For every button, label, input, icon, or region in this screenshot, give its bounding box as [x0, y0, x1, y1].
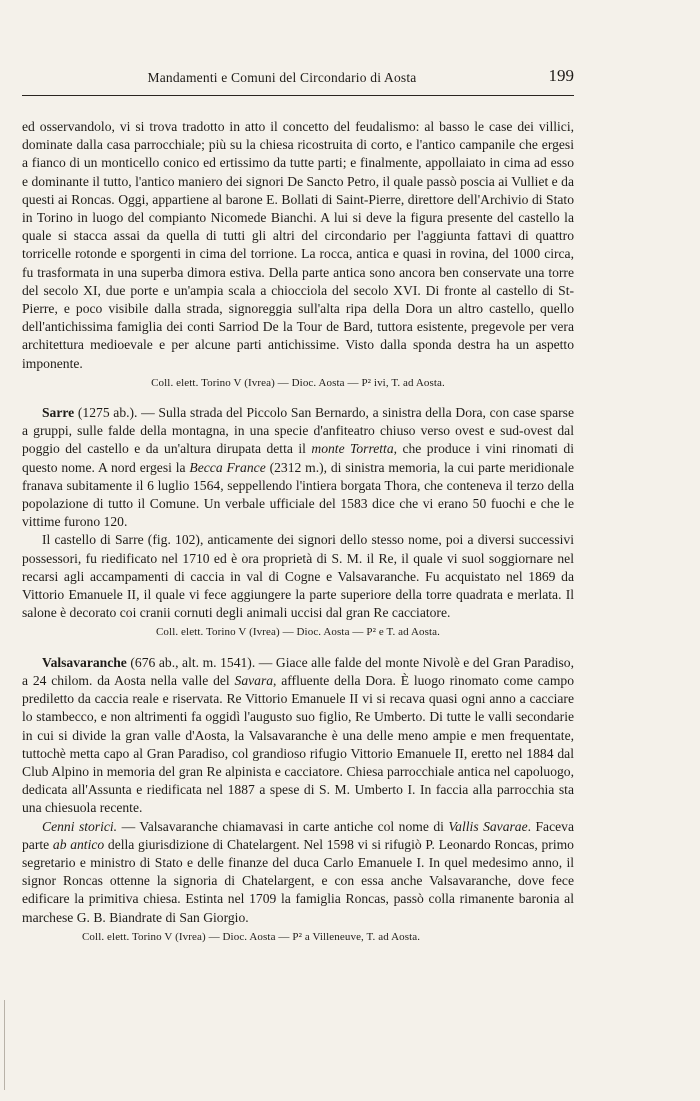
cenni-text-1: — Valsavaranche chiamavasi in carte antiche col nome di [117, 818, 449, 834]
paragraph-cenni-storici [22, 818, 574, 927]
cenni-storici-label: Cenni storici. [42, 818, 118, 834]
running-header [22, 66, 574, 94]
paragraph-sarre-castle: Il castello di Sarre (fig. 102), anticamente dei signori dello stesso nome, poi a diversi successivi possessori, fu riedificato nel 1710 ed è ora proprietà di S. M. il Re, il quale vi suol soggiornare nel recarsi agli accampamenti di caccia in val di Cogne e Valsavaranche. Fu acquistato nel 1869 da Vittorio Emanuele II, il quale vi fece aggiungere la parte superiore della torre quadrata e merlata. Il salone è decorato coi cranii cornuti degli animali uccisi dal gran Re cacciatore. [22, 532, 574, 621]
page-number: 199 [548, 66, 574, 85]
sarre-italic-monte-torretta: monte Torretta [311, 441, 394, 457]
header-rule [22, 95, 574, 96]
sarre-italic-becca-france: Becca France [189, 459, 266, 475]
collegio-note-saint-pierre: Coll. elett. Torino V (Ivrea) — Dioc. Aosta — P² ivi, T. ad Aosta. [151, 376, 445, 389]
sarre-text-2: , che produce i vini rinomati di questo nome. A nord ergesi la [22, 441, 574, 475]
valsa-text-1: (676 ab., alt. m. 1541). — Giace alle falde del monte Nivolè e del Gran Paradiso, a 24 chilom. da Aosta nella valle del [22, 654, 574, 688]
cenni-italic-ab-antico: ab antico [52, 836, 105, 852]
cenni-italic-vallis-savarae: Vallis Savarae [448, 818, 528, 834]
entry-heading-sarre: Sarre [42, 405, 75, 421]
paragraph-valsavaranche [22, 654, 574, 818]
collegio-note-valsavaranche: Coll. elett. Torino V (Ivrea) — Dioc. Aosta — P² a Villeneuve, T. ad Aosta. [82, 930, 421, 943]
valsa-italic-savara: Savara [234, 672, 274, 688]
sarre-text-1: (1275 ab.). — Sulla strada del Piccolo San Bernardo, a sinistra della Dora, con case sparse a gruppi, sulle falde della montagna, in una specie d'anfiteatro chiuso verso ovest e sud-ovest dal poggio del castello e da un'altura dirupata detta il [22, 405, 574, 457]
valsa-text-2: , affluente della Dora. È luogo rinomato come campo prediletto da caccia reale e riservata. Re Vittorio Emanuele II vi si recava quasi ogni anno a cacciare lo stambecco, e non altrimenti fa oggidì l'augusto suo figlio, Re Umberto. Di tutte le valli secondarie in cui si divide la gran valle d'Aosta, la Valsavaranche è una delle meno ampie e men frequentate, tuttochè metta capo al Gran Paradiso, col grandioso rifugio Vittorio Emanuele II, eretto nel 1884 dal Club Alpino in memoria del gran Re alpinista e cacciatore. Chiesa parrocchiale antica nel capoluogo, dedicata all'Assunta e riedificata nel 1887 a spese di S. M. Umberto I. In faccia alla parrocchia sta una chiesuola recente. [22, 672, 574, 816]
cenni-text-2: . Faceva parte [22, 818, 574, 852]
entry-heading-valsavaranche: Valsavaranche [42, 654, 127, 670]
paragraph-saint-pierre: ed osservandolo, vi si trova tradotto in atto il concetto del feudalismo: al basso le case dei villici, dominate dalla casa parrocchiale; più su la chiesa ricostruita di corto, e l'antico campanile che ergesi a fianco di un monticello conico ed ertissimo da tutte parti; e finalmente, appollaiato in cima ad esso e dominante il tutto, l'antico maniero dei signori De Sancto Petro, il quale passò poscia ai Vulliet e da questi ai Roncas. Oggi, appartiene al barone E. Bollati di Saint-Pierre, direttore dell'Archivio di Stato in Torino in luogo del compianto Nicomede Bianchi. A lui si deve la figura presente del castello la quale si stacca assai da quella di tutti gli altri del circondario per l'aggiunta fattavi di quattro torricelle rotonde e sporgenti in cima del torrione. La rocca, antica e quasi in rovina, del 1000 circa, fu trasformata in una superba dimora estiva. Della parte antica sono ancora ben conservate una torre del secolo XI, due porte e un'ampia scala a chiocciola del secolo XVI. Di fronte al castello di St-Pierre, e poco visibile dalla strada, signoreggia sull'alta ripa della Dora un altro castello, quello dell'antichissima famiglia dei conti Sarriod De la Tour de Bard, tuttora esistente, pregevole per vera architettura medioevale e per alcune parti antichissime. Visto dalla sponda destra ha un aspetto imponente. [22, 119, 574, 371]
page-body [22, 118, 574, 958]
cenni-text-3: della giurisdizione di Chatelargent. Nel 1598 vi si rifugiò P. Leonardo Roncas, primo segretario e ministro di Stato e delle finanze del duca Carlo Emanuele I. In quel medesimo anno, il signor Roncas ottenne la signoria di Chatelargent, e con essa anche Valsavaranche, dove fece edificare la primitiva chiesa. Estinta nel 1709 la famiglia Roncas, passò colla rimanente baronia al marchese G. B. Biandrate di San Giorgio. [22, 836, 574, 925]
paragraph-sarre [22, 404, 574, 531]
margin-mark [4, 1000, 8, 1090]
collegio-note-sarre: Coll. elett. Torino V (Ivrea) — Dioc. Aosta — P² e T. ad Aosta. [156, 626, 440, 639]
running-title: Mandamenti e Comuni del Circondario di Aosta [147, 70, 417, 85]
sarre-text-3: (2312 m.), di sinistra memoria, la cui parte meridionale franava subitamente il 6 luglio 1564, seppellendo l'intiera borgata Thora, che conteneva il terzo della popolazione di tutto il Comune. Un verbale ufficiale del 1583 dice che vi erano 50 fuochi e che le vittime furono 120. [22, 459, 575, 530]
